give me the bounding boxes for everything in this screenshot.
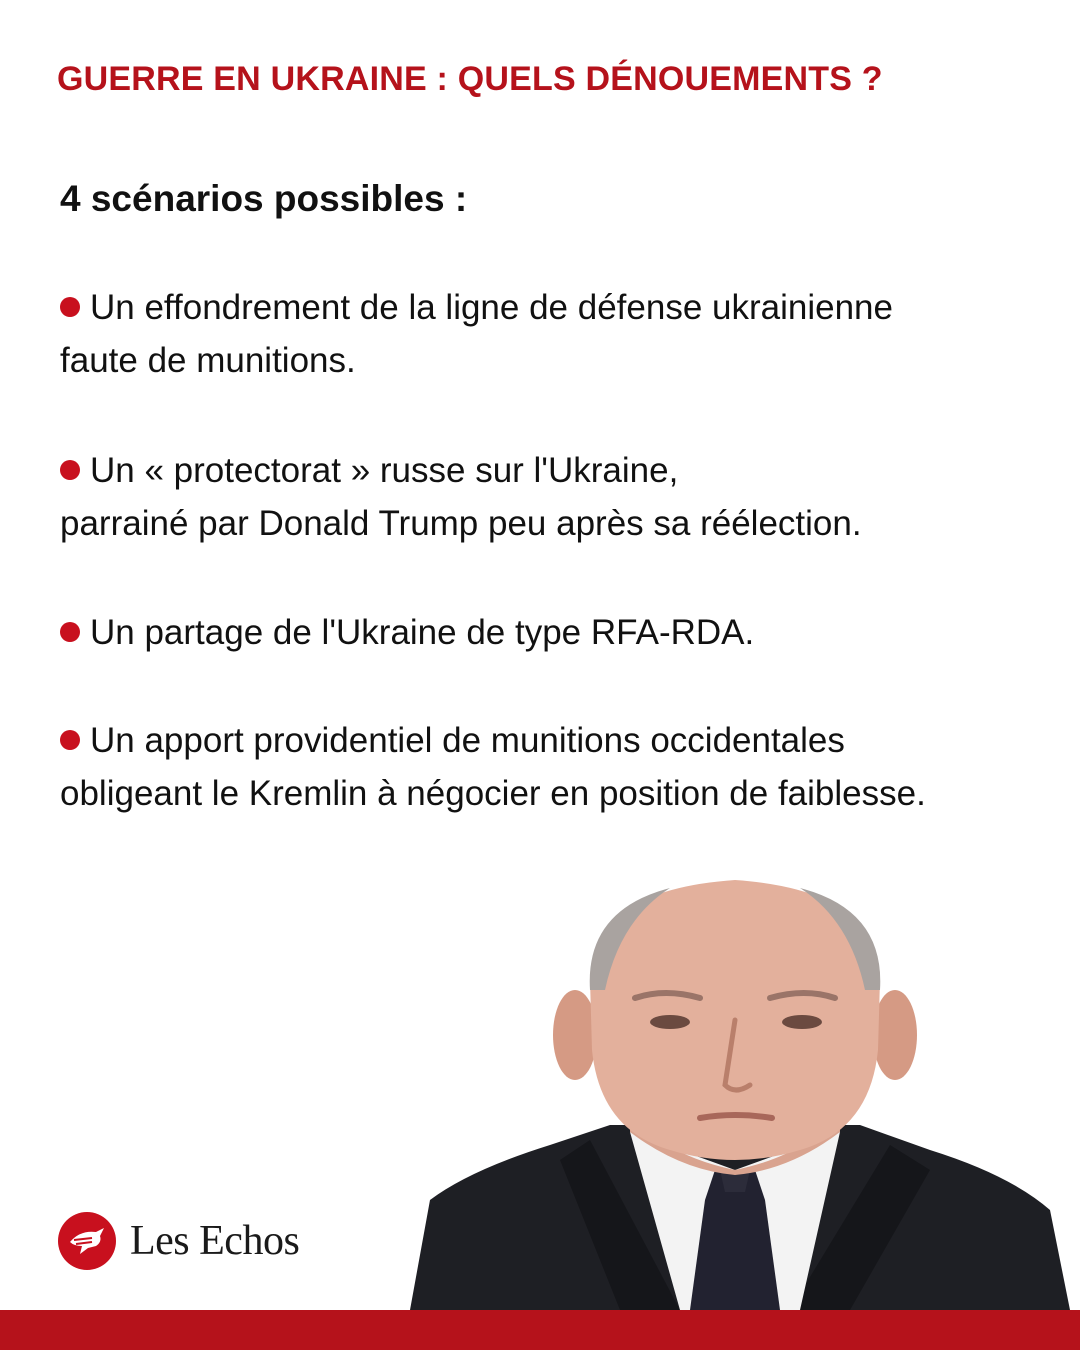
- scenario-item: [60, 714, 1060, 820]
- scenario-text: Un partage de l'Ukraine de type RFA-RDA.: [90, 613, 755, 652]
- scenario-item: [60, 444, 1060, 550]
- bottom-bar: [0, 1310, 1080, 1350]
- headline: GUERRE EN UKRAINE : QUELS DÉNOUEMENTS ?: [57, 60, 883, 98]
- scenario-text: faute de munitions.: [60, 341, 356, 380]
- les-echos-logo: [58, 1210, 299, 1272]
- scenario-text: Un « protectorat » russe sur l'Ukraine,: [90, 451, 679, 490]
- bullet-dot-icon: [60, 297, 80, 317]
- logo-text: Les Echos: [130, 1218, 300, 1264]
- bullet-dot-icon: [60, 730, 80, 750]
- scenario-item: [60, 281, 1060, 387]
- bullet-dot-icon: [60, 622, 80, 642]
- bullet-dot-icon: [60, 460, 80, 480]
- les-echos-logo-icon: [58, 1212, 116, 1270]
- intro-heading: 4 scénarios possibles :: [60, 178, 468, 219]
- scenario-item: [60, 606, 1060, 659]
- scenario-text: Un effondrement de la ligne de défense ukrainienne: [90, 288, 893, 327]
- scenario-text: Un apport providentiel de munitions occidentales: [90, 721, 845, 760]
- scenario-text: parrainé par Donald Trump peu après sa réélection.: [60, 504, 862, 543]
- scenario-text: obligeant le Kremlin à négocier en position de faiblesse.: [60, 774, 926, 813]
- portrait-photo: [390, 870, 1080, 1310]
